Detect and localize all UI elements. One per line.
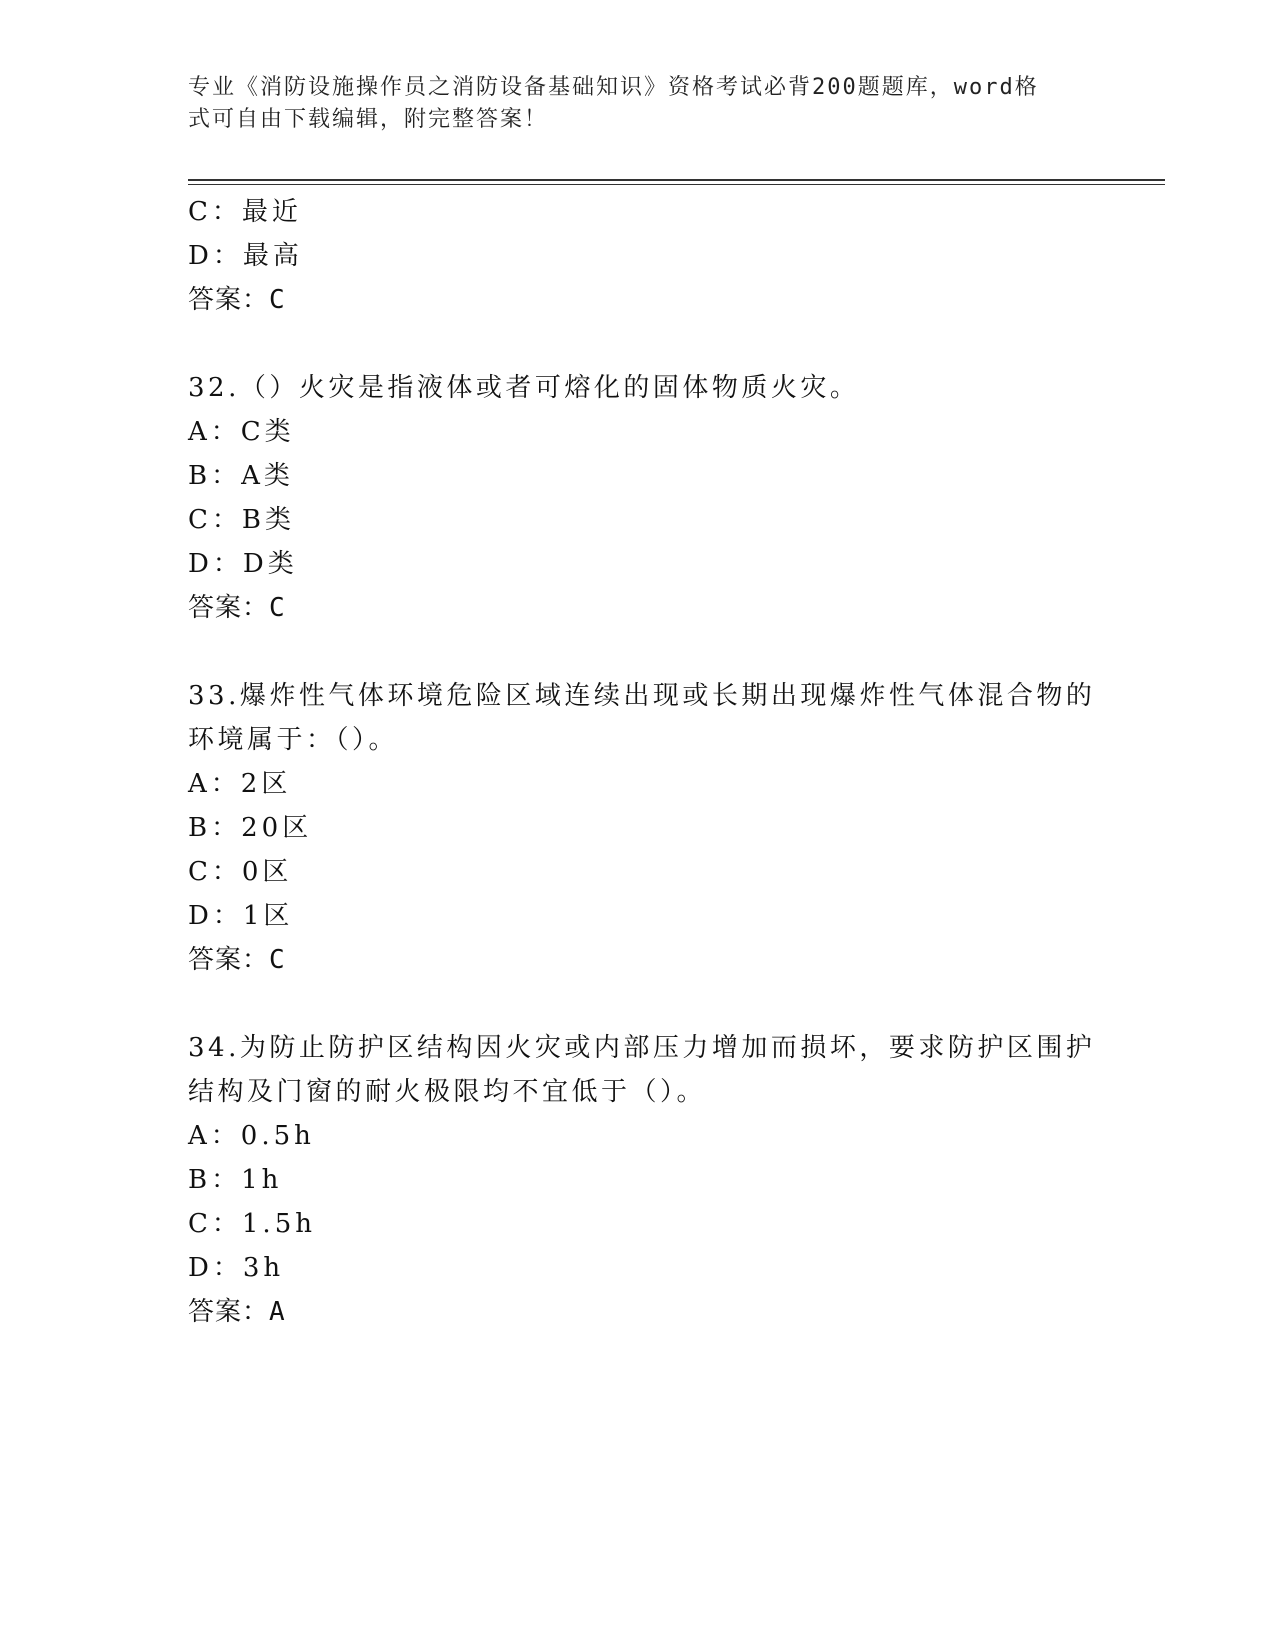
question-32-text: 32.（）火灾是指液体或者可熔化的固体物质火灾。: [188, 373, 860, 403]
question-34-text-line2: 结构及门窗的耐火极限均不宜低于（）。: [188, 1077, 707, 1107]
answer: 答案：C: [188, 285, 286, 315]
question-33-text-line2: 环境属于：（）。: [188, 725, 399, 755]
header-line-2: 式可自由下载编辑，附完整答案！: [188, 107, 549, 132]
q34-option-b: B：1h: [188, 1165, 283, 1195]
document-header: [188, 72, 1068, 136]
q32-answer: 答案：C: [188, 593, 286, 623]
header-divider-thin: [188, 184, 1165, 185]
q33-option-d: D：1区: [188, 901, 294, 931]
q33-answer: 答案：C: [188, 945, 286, 975]
q34-answer: 答案：A: [188, 1297, 286, 1327]
header-line-1: 专业《消防设施操作员之消防设备基础知识》资格考试必背200题题库，word格: [188, 75, 1039, 100]
option-c: C：最近: [188, 197, 302, 227]
option-d: D：最高: [188, 241, 303, 271]
q32-option-a: A：C类: [188, 417, 295, 447]
q32-option-c: C：B类: [188, 505, 296, 535]
q34-option-a: A：0.5h: [188, 1121, 315, 1151]
q32-option-d: D：D类: [188, 549, 298, 579]
q33-option-a: A：2区: [188, 769, 292, 799]
q33-option-b: B：20区: [188, 813, 313, 843]
q34-option-d: D：3h: [188, 1253, 285, 1283]
q32-option-b: B：A类: [188, 461, 294, 491]
q33-option-c: C：0区: [188, 857, 293, 887]
header-divider: [188, 179, 1165, 181]
q34-option-c: C：1.5h: [188, 1209, 316, 1239]
question-33-text-line1: 33.爆炸性气体环境危险区域连续出现或长期出现爆炸性气体混合物的: [188, 681, 1096, 711]
question-34-text-line1: 34.为防止防护区结构因火灾或内部压力增加而损坏，要求防护区围护: [188, 1033, 1096, 1063]
